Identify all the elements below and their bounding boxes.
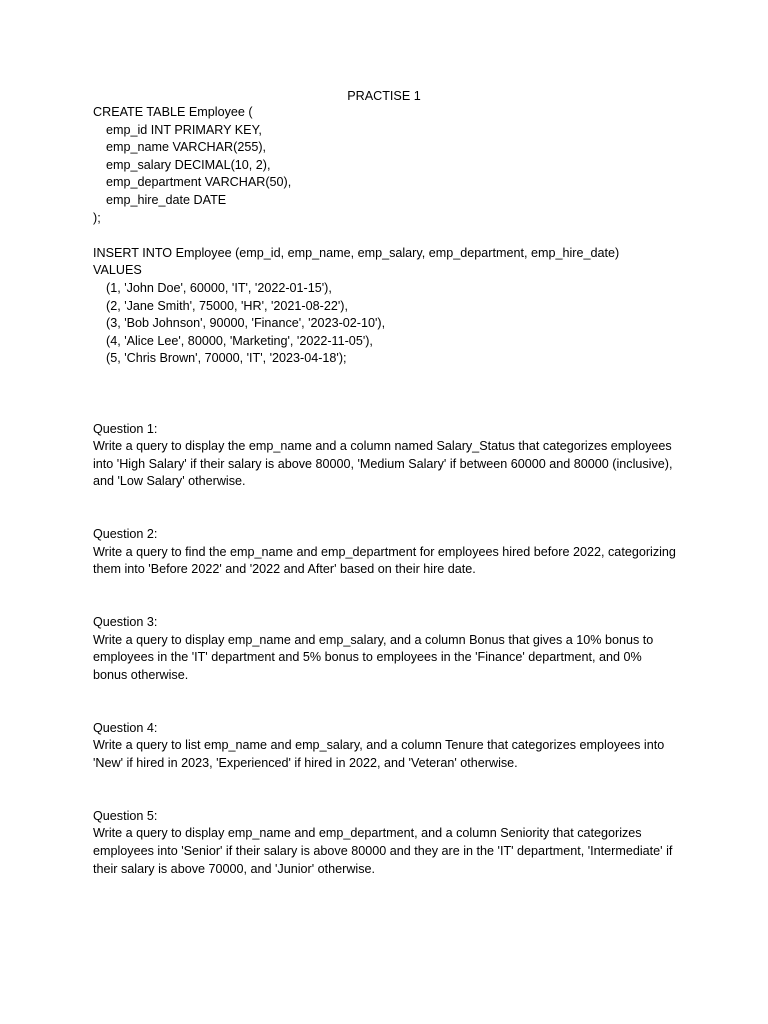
create-table-block xyxy=(93,104,693,227)
spacer xyxy=(93,227,693,245)
insert-row: (5, 'Chris Brown', 70000, 'IT', '2023-04-18'); xyxy=(106,351,347,366)
question-3 xyxy=(93,614,693,684)
insert-row: (4, 'Alice Lee', 80000, 'Marketing', '2022-11-05'), xyxy=(106,333,373,348)
insert-row: (3, 'Bob Johnson', 90000, 'Finance', '2023-02-10'), xyxy=(106,316,386,331)
question-text: Write a query to list emp_name and emp_salary, and a column Tenure that categorizes employees into 'New' if hired in 2023, 'Experienced' if hired in 2022, and 'Veteran' otherwise. xyxy=(93,738,665,770)
spacer xyxy=(93,579,693,614)
column-definition: emp_hire_date DATE xyxy=(106,192,227,207)
spacer xyxy=(93,403,693,421)
spacer xyxy=(93,685,693,720)
question-text: Write a query to find the emp_name and emp_department for employees hired before 2022, categorizing them into 'Before 2022' and '2022 and After' based on their hire date. xyxy=(93,544,676,577)
insert-row: (1, 'John Doe', 60000, 'IT', '2022-01-15'), xyxy=(106,280,332,295)
question-label: Question 2: xyxy=(93,527,158,542)
spacer xyxy=(93,368,693,403)
question-text: Write a query to display the emp_name and a column named Salary_Status that categorizes employees into 'High Salary' if their salary is above 80000, 'Medium Salary' if between 60000 and 80000 (inclusive), and 'Low Salary' otherwise. xyxy=(93,439,673,489)
insert-row: (2, 'Jane Smith', 75000, 'HR', '2021-08-22'), xyxy=(106,298,348,313)
spacer xyxy=(93,773,693,808)
question-1 xyxy=(93,421,693,491)
question-4 xyxy=(93,720,693,773)
values-keyword: VALUES xyxy=(93,263,142,278)
column-definition: emp_name VARCHAR(255), xyxy=(106,140,267,155)
insert-header: INSERT INTO Employee (emp_id, emp_name, emp_salary, emp_department, emp_hire_date) xyxy=(93,245,620,260)
question-label: Question 1: xyxy=(93,421,158,436)
insert-block xyxy=(93,245,693,368)
question-5 xyxy=(93,808,693,878)
question-label: Question 5: xyxy=(93,808,158,823)
spacer xyxy=(93,491,693,526)
create-table-header: CREATE TABLE Employee ( xyxy=(93,105,253,119)
column-definition: emp_salary DECIMAL(10, 2), xyxy=(106,157,271,172)
create-table-footer: ); xyxy=(93,210,101,225)
question-text: Write a query to display emp_name and emp_department, and a column Seniority that categorizes employees into 'Senior' if their salary is above 80000 and they are in the 'IT' department, 'Intermediate' if their salary is above 70000, and 'Junior' otherwise. xyxy=(93,826,673,876)
question-2 xyxy=(93,526,693,579)
column-definition: emp_department VARCHAR(50), xyxy=(106,175,292,190)
question-label: Question 3: xyxy=(93,615,158,630)
document-title: PRACTISE 1 xyxy=(347,89,421,103)
document-body xyxy=(93,104,693,878)
question-label: Question 4: xyxy=(93,720,158,735)
question-text: Write a query to display emp_name and emp_salary, and a column Bonus that gives a 10% bonus to employees in the 'IT' department and 5% bonus to employees in the 'Finance' department, and 0% bonus otherwise. xyxy=(93,632,654,682)
column-definition: emp_id INT PRIMARY KEY, xyxy=(106,122,262,137)
